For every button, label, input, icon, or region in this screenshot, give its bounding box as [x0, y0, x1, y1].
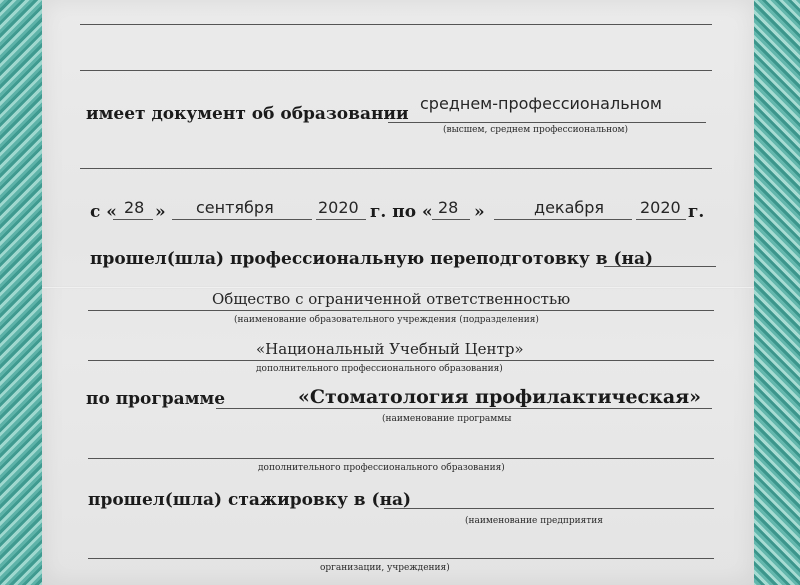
to-month-line: [494, 219, 632, 220]
to-day-line: [432, 219, 470, 220]
internship-hint2: организации, учреждения): [320, 563, 450, 573]
from-day-line: [113, 219, 153, 220]
from-year: 2020: [318, 198, 359, 217]
blank-line-1: [80, 24, 712, 25]
from-day-close: »: [155, 202, 166, 222]
institution-hint2: дополнительного профессионального образования): [256, 364, 503, 374]
from-month: сентября: [196, 198, 274, 217]
from-month-line: [172, 219, 312, 220]
retraining-label: прошел(шла) профессиональную переподготовку в (на): [90, 249, 654, 269]
internship-hint: (наименование предприятия: [465, 516, 603, 526]
to-day-close: »: [474, 202, 485, 222]
to-year-line: [636, 219, 686, 220]
period-from-prefix: с «: [90, 202, 117, 222]
institution-line-2: [88, 360, 714, 361]
program-line: [216, 408, 712, 409]
education-value: среднем-профессиональном: [420, 94, 662, 113]
education-value-line: [388, 122, 706, 123]
to-year: 2020: [640, 198, 681, 217]
institution-hint: (наименование образовательного учреждения (подразделения): [234, 315, 539, 325]
program-value: «Стоматология профилактическая»: [298, 386, 702, 408]
program-hint2: дополнительного профессионального образования): [258, 463, 505, 473]
to-day: 28: [438, 198, 459, 217]
year-abbr: г.: [688, 202, 705, 222]
blank-line-3: [80, 168, 712, 169]
education-label: имеет документ об образовании: [86, 104, 409, 124]
paper-fold: [42, 286, 754, 289]
period-to-prefix: г. по «: [370, 202, 433, 222]
internship-line: [384, 508, 714, 509]
retraining-line: [604, 266, 716, 267]
from-day: 28: [124, 198, 145, 217]
program-hint: (наименование программы: [382, 414, 512, 424]
institution-line1: Общество с ограниченной ответственностью: [212, 290, 571, 308]
from-year-line: [316, 219, 366, 220]
program-line-2: [88, 458, 714, 459]
internship-label: прошел(шла) стажировку в (на): [88, 490, 412, 510]
program-label: по программе: [86, 389, 226, 409]
blank-line-2: [80, 70, 712, 71]
institution-line-1: [88, 310, 714, 311]
institution-line2: «Национальный Учебный Центр»: [256, 340, 524, 358]
internship-line-2: [88, 558, 714, 559]
to-month: декабря: [534, 198, 605, 217]
education-hint: (высшем, среднем профессиональном): [443, 125, 629, 135]
